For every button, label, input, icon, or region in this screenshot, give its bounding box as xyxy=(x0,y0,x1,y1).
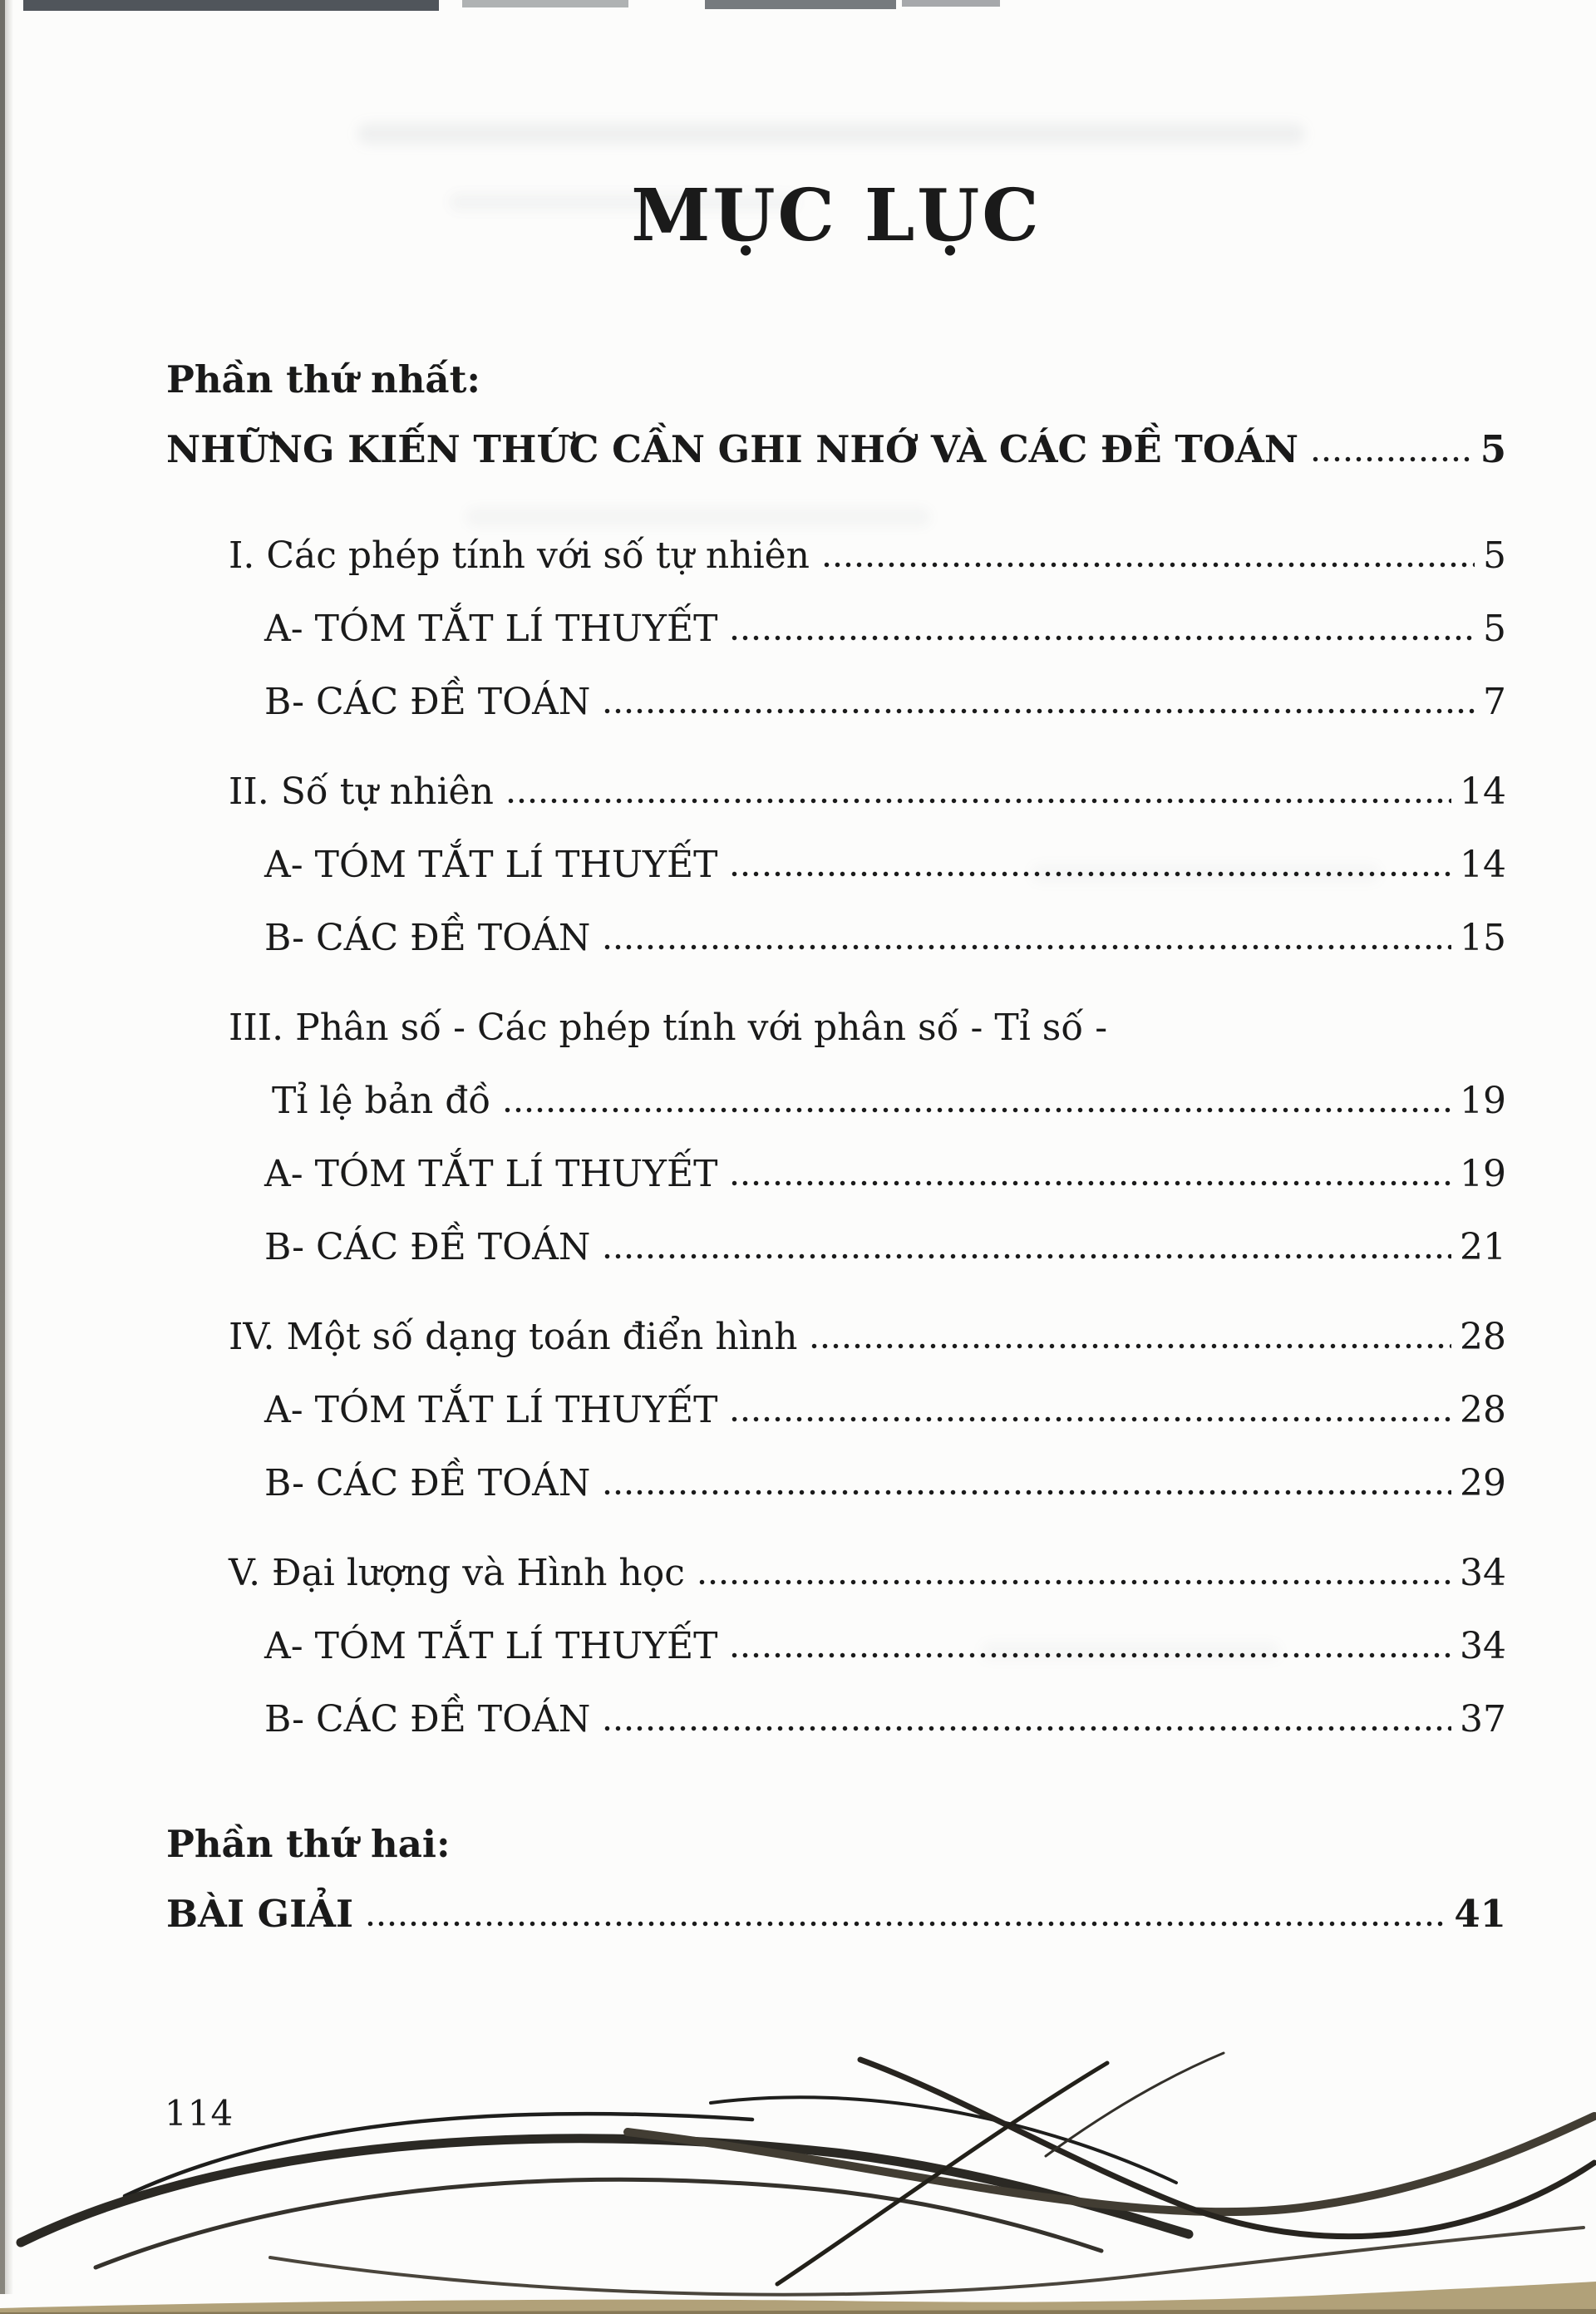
toc-entry-label: A- TÓM TẮT LÍ THUYẾT xyxy=(264,1153,718,1195)
toc-entry xyxy=(166,829,1506,902)
toc-entry-page: 14 xyxy=(1460,844,1506,886)
toc-entry-page: 19 xyxy=(1460,1153,1506,1195)
swoosh-decoration xyxy=(0,2020,1596,2314)
dot-leader xyxy=(602,708,1475,714)
dot-leader xyxy=(602,1726,1451,1731)
toc-entry-page: 29 xyxy=(1460,1462,1506,1504)
dot-leader xyxy=(697,1579,1451,1585)
page-title: MỤC LỤC xyxy=(631,174,1042,258)
toc-entry-page: 15 xyxy=(1460,917,1506,959)
toc-entry-label: Tỉ lệ bản đồ xyxy=(272,1080,491,1122)
page-bottom-edge xyxy=(0,2282,1596,2314)
dot-leader xyxy=(602,944,1451,950)
toc-entry-page: 34 xyxy=(1460,1552,1506,1594)
toc-entry-label: IV. Một số dạng toán điển hình xyxy=(229,1316,798,1358)
toc-entry-page: 21 xyxy=(1460,1226,1506,1268)
toc-entry-label: A- TÓM TẮT LÍ THUYẾT xyxy=(264,1625,718,1667)
toc-entry xyxy=(166,1537,1506,1610)
toc-entry-label: BÀI GIẢI xyxy=(166,1892,354,1936)
dot-leader xyxy=(729,635,1475,641)
toc-entry-label: B- CÁC ĐỀ TOÁN xyxy=(264,1462,591,1504)
toc-entry-label: B- CÁC ĐỀ TOÁN xyxy=(264,681,591,723)
toc-entry-label: A- TÓM TẮT LÍ THUYẾT xyxy=(264,844,718,886)
dot-leader xyxy=(505,798,1451,804)
toc-entry xyxy=(166,1447,1506,1520)
toc-entry-label: NHỮNG KIẾN THỨC CẦN GHI NHỚ VÀ CÁC ĐỀ TOÁN xyxy=(166,427,1299,471)
dot-leader xyxy=(365,1921,1446,1927)
toc-entry-page: 19 xyxy=(1460,1080,1506,1122)
toc-entry-label: V. Đại lượng và Hình học xyxy=(229,1552,685,1594)
toc-entry-label: I. Các phép tính với số tự nhiên xyxy=(229,534,810,577)
toc-entry-label: B- CÁC ĐỀ TOÁN xyxy=(264,1226,591,1268)
toc-content xyxy=(166,0,1506,1949)
toc-entry xyxy=(166,593,1506,666)
dot-leader xyxy=(502,1107,1451,1113)
toc-entry xyxy=(166,1879,1506,1949)
toc-entry xyxy=(166,519,1506,593)
toc-entry xyxy=(166,902,1506,975)
toc-list xyxy=(166,345,1506,1949)
toc-entry-page: 14 xyxy=(1460,771,1506,813)
toc-entry xyxy=(166,1138,1506,1211)
toc-entry-label: Phần thứ nhất: xyxy=(166,357,480,401)
toc-entry xyxy=(166,415,1506,485)
toc-entry xyxy=(166,992,1506,1065)
dot-leader xyxy=(821,562,1475,568)
dot-leader xyxy=(729,1180,1451,1186)
toc-entry-label: Phần thứ hai: xyxy=(166,1822,451,1866)
toc-entry xyxy=(166,1211,1506,1284)
dot-leader xyxy=(809,1343,1451,1349)
toc-entry xyxy=(166,1809,1506,1879)
toc-entry-page: 5 xyxy=(1483,608,1506,650)
toc-entry xyxy=(166,1374,1506,1447)
folio-page-number: 114 xyxy=(165,2093,234,2134)
toc-entry xyxy=(166,666,1506,739)
dot-leader xyxy=(602,1489,1451,1495)
toc-entry-label: B- CÁC ĐỀ TOÁN xyxy=(264,917,591,959)
scan-edge-left-shadow xyxy=(5,0,13,2294)
toc-entry-page: 5 xyxy=(1483,534,1506,577)
toc-entry-page: 34 xyxy=(1460,1625,1506,1667)
toc-entry xyxy=(166,1683,1506,1756)
toc-entry-page: 37 xyxy=(1460,1698,1506,1740)
toc-entry-page: 28 xyxy=(1460,1316,1506,1358)
toc-entry-label: A- TÓM TẮT LÍ THUYẾT xyxy=(264,1389,718,1431)
toc-entry-label: II. Số tự nhiên xyxy=(229,771,494,813)
toc-entry-page: 5 xyxy=(1480,427,1506,471)
toc-entry-page: 41 xyxy=(1454,1892,1506,1936)
toc-entry-label: B- CÁC ĐỀ TOÁN xyxy=(264,1698,591,1740)
toc-entry xyxy=(166,756,1506,829)
toc-entry-page: 28 xyxy=(1460,1389,1506,1431)
toc-entry xyxy=(166,1301,1506,1374)
dot-leader xyxy=(729,871,1451,877)
dot-leader xyxy=(1310,456,1472,462)
dot-leader xyxy=(729,1652,1451,1658)
toc-entry-page: 7 xyxy=(1483,681,1506,723)
toc-entry xyxy=(166,345,1506,415)
toc-entry-label: A- TÓM TẮT LÍ THUYẾT xyxy=(264,608,718,650)
toc-entry-label: III. Phân số - Các phép tính với phân số - Tỉ số - xyxy=(229,1007,1108,1049)
dot-leader xyxy=(729,1416,1451,1422)
toc-entry xyxy=(166,1065,1506,1138)
dot-leader xyxy=(602,1253,1451,1259)
toc-entry xyxy=(166,1610,1506,1683)
